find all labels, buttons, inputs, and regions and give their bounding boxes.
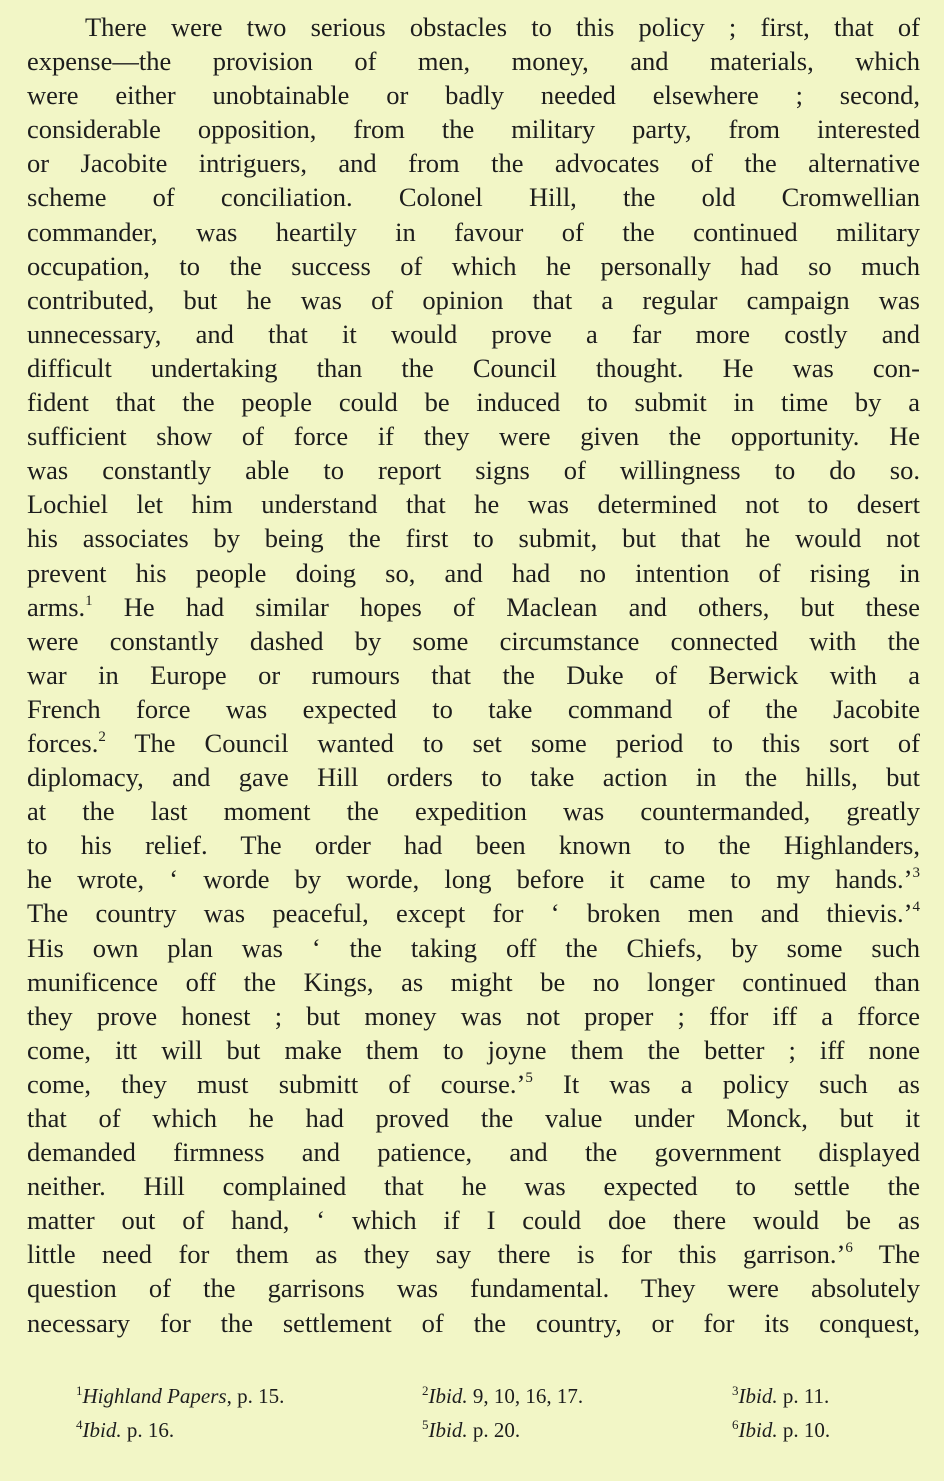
footnote: $^5$Ibid. p. 20. [422, 1417, 521, 1442]
text-line: to his relief. The order had been known to the Highlanders, [27, 830, 920, 861]
footnote: $^1$Highland Papers, p. 15. [76, 1383, 285, 1408]
footnote-row [76, 1413, 896, 1447]
text-line: arms.$^1$ He had similar hopes of Maclean and others, but these [27, 591, 920, 622]
text-line: commander, was heartily in favour of the continued military [27, 216, 920, 247]
note-ref: 1 [85, 592, 93, 609]
footnote: $^2$Ibid. 9, 10, 16, 17. [422, 1383, 584, 1408]
text-line: prevent his people doing so, and had no intention of rising in [27, 557, 920, 588]
text-line: contributed, but he was of opinion that a regular campaign was [27, 284, 920, 315]
text-line: munificence off the Kings, as might be no longer continued than [27, 966, 920, 997]
text-line: come, they must submitt of course.’$^5$ It was a policy such as [27, 1068, 920, 1099]
footnote-row [76, 1379, 896, 1413]
text-line: unnecessary, and that it would prove a far more costly and [27, 318, 920, 349]
text-line: expense—the provision of men, money, and materials, which [27, 46, 920, 77]
text-line: matter out of hand, ‘ which if I could doe there would be as [27, 1205, 920, 1236]
text-line: The country was peaceful, except for ‘ broken men and thievis.’$^4$ [27, 898, 920, 929]
text-line: sufficient show of force if they were given the opportunity. He [27, 421, 920, 452]
footnote: $^4$Ibid. p. 16. [76, 1417, 175, 1442]
note-ref: 6 [845, 1240, 853, 1257]
footnote: $^6$Ibid. p. 10. [732, 1417, 831, 1442]
text-line: demanded firmness and patience, and the government displayed [27, 1137, 920, 1168]
footnote: $^3$Ibid. p. 11. [732, 1383, 830, 1408]
text-line: His own plan was ‘ the taking off the Chiefs, by some such [27, 932, 920, 963]
text-line: scheme of conciliation. Colonel Hill, the old Cromwellian [27, 182, 920, 213]
text-line: were constantly dashed by some circumstance connected with the [27, 625, 920, 656]
note-ref: 4 [912, 899, 920, 916]
text-line: necessary for the settlement of the country, or for its conquest, [27, 1307, 920, 1338]
footnotes [76, 1379, 896, 1447]
text-line: little need for them as they say there is for this garrison.’$^6$ The [27, 1239, 920, 1270]
text-line: There were two serious obstacles to this policy ; first, that of [85, 12, 920, 42]
text-line: his associates by being the first to submit, but that he would not [27, 523, 920, 554]
note-ref: 3 [912, 865, 920, 882]
text-line: war in Europe or rumours that the Duke of Berwick with a [27, 659, 920, 690]
text-line: were either unobtainable or badly needed elsewhere ; second, [27, 80, 920, 111]
text-line: question of the garrisons was fundamental. They were absolutely [27, 1273, 920, 1304]
text-line: difficult undertaking than the Council thought. He was con- [27, 352, 920, 383]
text-line: at the last moment the expedition was countermanded, greatly [27, 796, 920, 827]
text-line: diplomacy, and gave Hill orders to take action in the hills, but [27, 762, 920, 793]
text-line: French force was expected to take command of the Jacobite [27, 693, 920, 724]
text-line: forces.$^2$ The Council wanted to set some period to this sort of [27, 727, 920, 758]
text-line: neither. Hill complained that he was expected to settle the [27, 1171, 920, 1202]
text-line: occupation, to the success of which he personally had so much [27, 250, 920, 281]
text-line: fident that the people could be induced to submit in time by a [27, 387, 920, 418]
body-text [27, 10, 920, 1340]
text-line: Lochiel let him understand that he was determined not to desert [27, 489, 920, 520]
text-line: they prove honest ; but money was not proper ; ffor iff a fforce [27, 1000, 920, 1031]
note-ref: 5 [525, 1069, 533, 1086]
text-line: considerable opposition, from the military party, from interested [27, 114, 920, 145]
text-line: come, itt will but make them to joyne them the better ; iff none [27, 1034, 920, 1065]
text-line: he wrote, ‘ worde by worde, long before it came to my hands.’$^3$ [27, 864, 920, 895]
note-ref: 2 [98, 728, 106, 745]
text-line: or Jacobite intriguers, and from the advocates of the alternative [27, 148, 920, 179]
text-line: was constantly able to report signs of willingness to do so. [27, 455, 920, 486]
text-line: that of which he had proved the value under Monck, but it [27, 1103, 920, 1133]
